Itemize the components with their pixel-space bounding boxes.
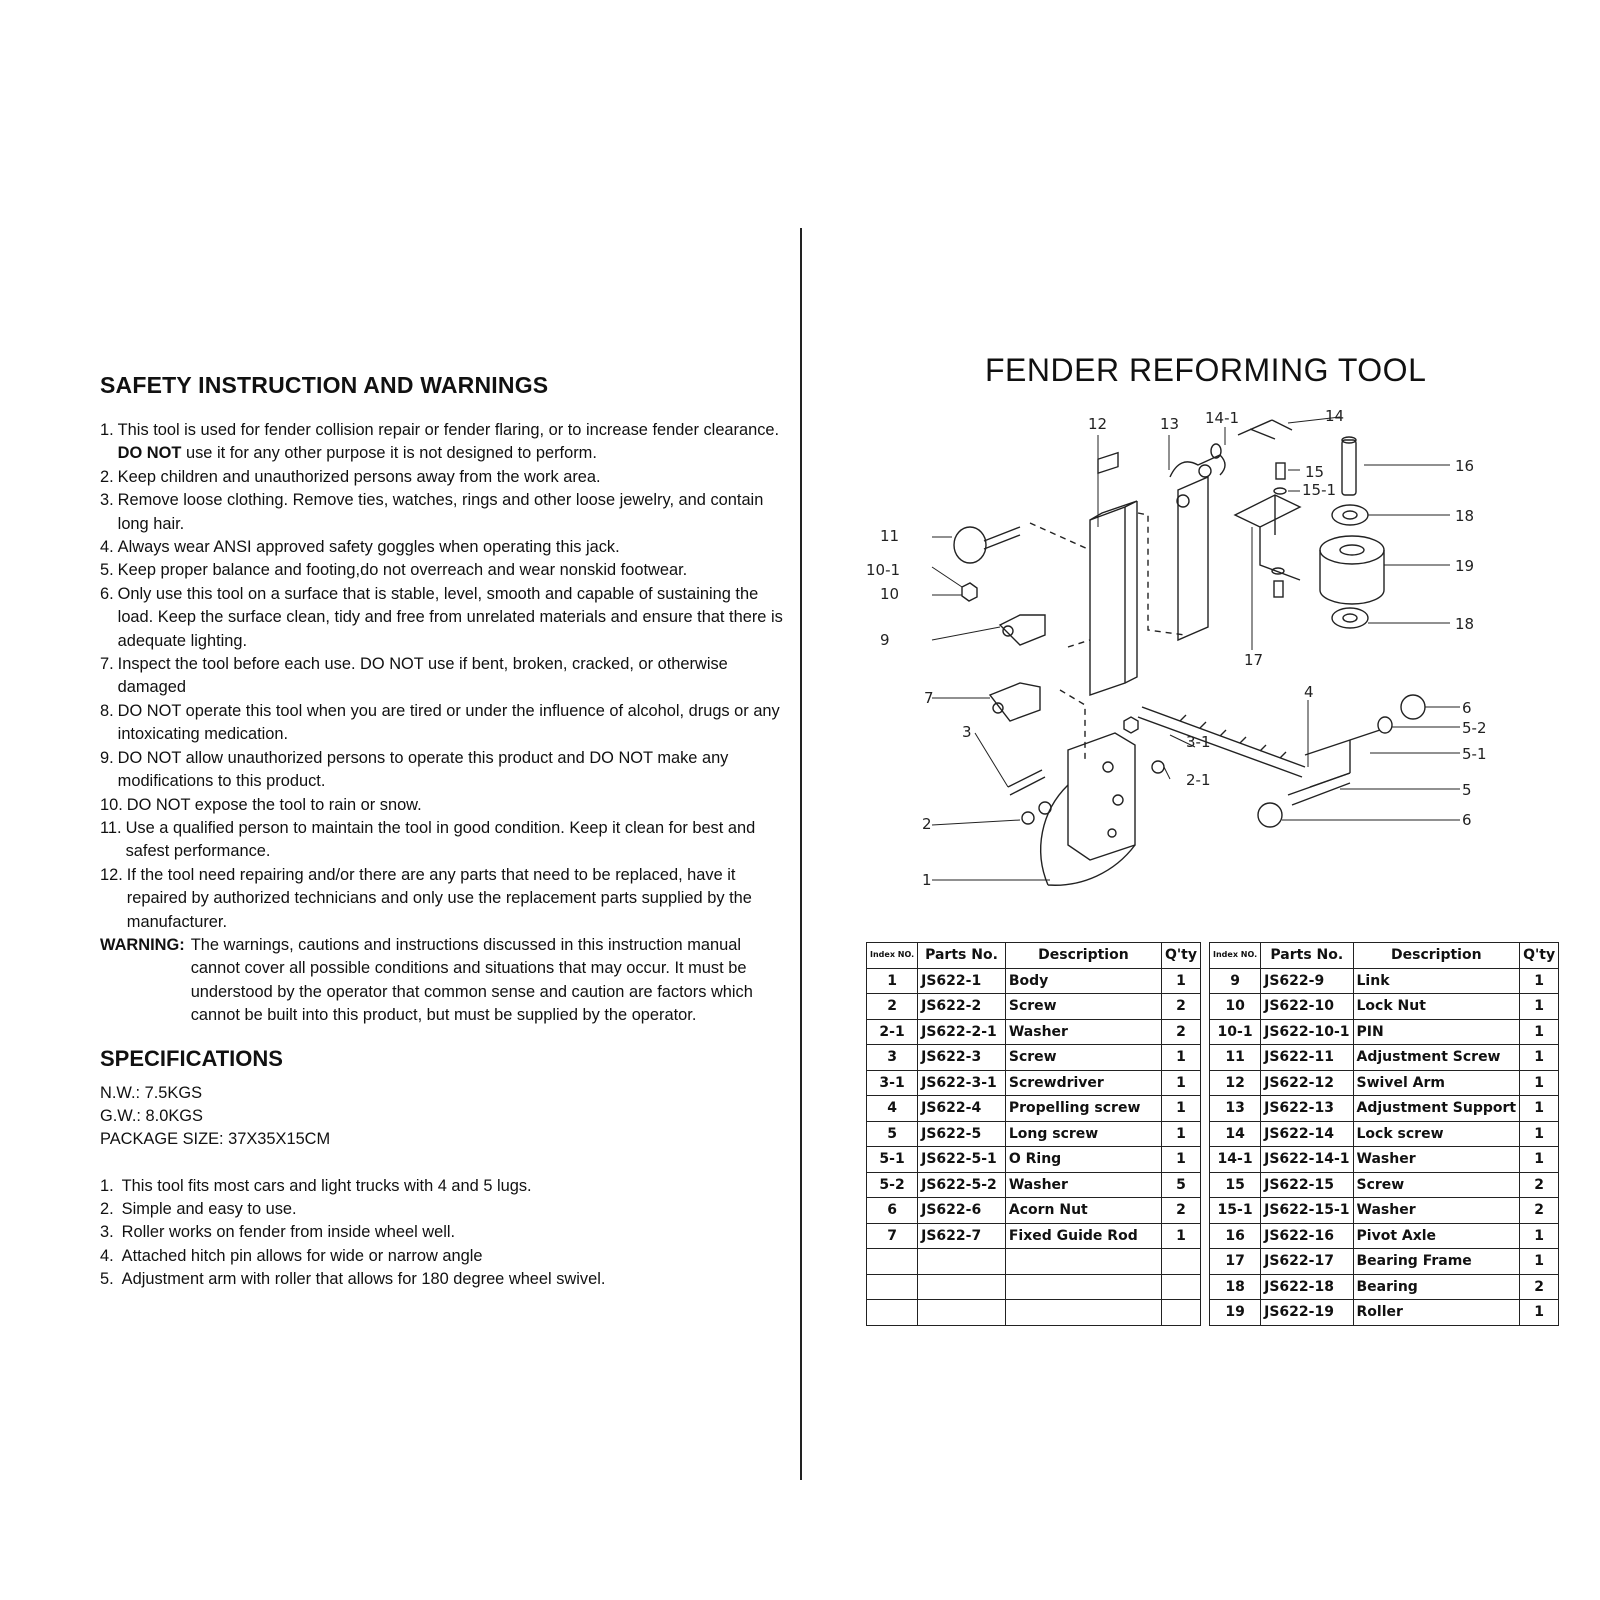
part-quantity: 2	[1161, 1019, 1200, 1045]
diagram-callout-label: 4	[1304, 683, 1314, 701]
part-index: 17	[1210, 1249, 1261, 1275]
warning-block	[100, 934, 790, 1028]
part-quantity: 1	[1520, 994, 1559, 1020]
safety-item-number: 9.	[100, 748, 114, 767]
part-number: JS622-3-1	[918, 1070, 1006, 1096]
diagram-callout-label: 18	[1455, 615, 1475, 633]
safety-item	[100, 747, 790, 794]
safety-item-text-part: DO NOT allow unauthorized persons to operate this product and DO NOT make any modifications to this product.	[117, 748, 729, 791]
body-plate-shape	[1068, 733, 1135, 860]
acorn-nut-shape	[1258, 803, 1282, 827]
parts-row	[1210, 1172, 1559, 1198]
part-number: JS622-1	[918, 968, 1006, 994]
parts-row	[1210, 1300, 1559, 1326]
diagram-callout-label: 14-1	[1205, 409, 1240, 427]
part-description: Roller	[1353, 1300, 1520, 1326]
safety-item-number: 2.	[100, 467, 114, 486]
part-number: JS622-15-1	[1261, 1198, 1353, 1224]
parts-row	[1210, 1096, 1559, 1122]
feature-text: Simple and easy to use.	[121, 1199, 297, 1218]
part-index: 3	[867, 1045, 918, 1071]
safety-item-text-part: This tool is used for fender collision repair or fender flaring, or to increase fender clearance.	[117, 421, 780, 439]
diagram-callout-label: 7	[924, 689, 934, 707]
part-index: 18	[1210, 1274, 1261, 1300]
parts-row	[867, 994, 1201, 1020]
part-quantity: 1	[1520, 1070, 1559, 1096]
safety-item	[100, 864, 790, 934]
product-title: FENDER REFORMING TOOL	[985, 352, 1427, 388]
spec-nw: N.W.: 7.5KGS	[100, 1083, 203, 1102]
part-quantity	[1161, 1300, 1200, 1326]
diagram-callout-label: 2	[922, 815, 932, 833]
parts-row	[1210, 1223, 1559, 1249]
part-quantity: 1	[1161, 1070, 1200, 1096]
diagram-labels	[866, 407, 1487, 889]
part-number: JS622-14-1	[1261, 1147, 1353, 1173]
parts-row	[867, 1147, 1201, 1173]
part-quantity: 1	[1520, 1019, 1559, 1045]
parts-row	[1210, 1121, 1559, 1147]
part-quantity: 1	[1161, 1223, 1200, 1249]
exploded-parts-diagram	[866, 407, 1540, 915]
header-index: Index NO.	[1210, 943, 1261, 969]
bearing-top-shape	[1332, 505, 1368, 525]
part-quantity	[1161, 1249, 1200, 1275]
part-description: Swivel Arm	[1353, 1070, 1520, 1096]
part-quantity: 1	[1520, 1147, 1559, 1173]
parts-row	[867, 1198, 1201, 1224]
feature-text: Adjustment arm with roller that allows for 180 degree wheel swivel.	[121, 1270, 606, 1289]
part-number: JS622-12	[1261, 1070, 1353, 1096]
specs-title: SPECIFICATIONS	[100, 1045, 283, 1071]
part-quantity: 2	[1520, 1172, 1559, 1198]
feature-number: 2.	[100, 1199, 114, 1218]
diagram-callout-label: 1	[922, 871, 932, 889]
part-index: 12	[1210, 1070, 1261, 1096]
part-description: Washer	[1005, 1172, 1161, 1198]
part-index: 10-1	[1210, 1019, 1261, 1045]
part-number: JS622-10	[1261, 994, 1353, 1020]
parts-row	[867, 1070, 1201, 1096]
diagram-callout-label: 5-1	[1462, 745, 1487, 763]
safety-item-text	[114, 583, 790, 653]
roller-shape	[1320, 536, 1384, 564]
parts-row	[1210, 968, 1559, 994]
safety-item-text-part: Inspect the tool before each use. DO NOT use if bent, broken, cracked, or otherwise damaged	[117, 655, 728, 697]
part-quantity: 1	[1520, 1096, 1559, 1122]
parts-row	[867, 1300, 1201, 1326]
safety-item-text-part: Use a qualified person to maintain the tool in good condition. Keep it clean for best and safest performance.	[125, 818, 756, 861]
safety-item-text	[114, 559, 790, 582]
part-description	[1005, 1300, 1161, 1326]
parts-table-right	[1209, 942, 1559, 1326]
part-number: JS622-19	[1261, 1300, 1353, 1326]
part-number: JS622-13	[1261, 1096, 1353, 1122]
part-number: JS622-2	[918, 994, 1006, 1020]
warning-label: WARNING:	[100, 935, 185, 954]
header-qty: Q'ty	[1520, 943, 1559, 969]
part-quantity: 1	[1520, 1249, 1559, 1275]
safety-list	[100, 419, 790, 934]
parts-row	[867, 1249, 1201, 1275]
part-index: 2	[867, 994, 918, 1020]
part-description: Lock screw	[1353, 1121, 1520, 1147]
safety-item	[100, 583, 790, 653]
part-quantity	[1161, 1274, 1200, 1300]
safety-item-text	[123, 794, 790, 817]
parts-row	[1210, 994, 1559, 1020]
part-number: JS622-3	[918, 1045, 1006, 1071]
part-description: Lock Nut	[1353, 994, 1520, 1020]
diagram-callout-label: 3-1	[1186, 733, 1211, 751]
pivot-axle-shape	[1342, 440, 1356, 495]
part-quantity: 5	[1161, 1172, 1200, 1198]
part-index: 6	[867, 1198, 918, 1224]
parts-row	[867, 1045, 1201, 1071]
safety-item-text-part: Always wear ANSI approved safety goggles when operating this jack.	[117, 538, 620, 557]
safety-item-text	[114, 419, 790, 466]
part-index: 19	[1210, 1300, 1261, 1326]
diagram-callout-label: 13	[1160, 415, 1180, 433]
safety-item-text	[114, 489, 790, 536]
part-index	[867, 1300, 918, 1326]
part-index: 3-1	[867, 1070, 918, 1096]
part-description: PIN	[1353, 1019, 1520, 1045]
safety-item-number: 4.	[100, 538, 114, 557]
part-description: Body	[1005, 968, 1161, 994]
parts-row	[867, 1019, 1201, 1045]
feature-text: Roller works on fender from inside wheel well.	[121, 1223, 456, 1242]
safety-item-text	[114, 536, 790, 559]
part-number	[918, 1274, 1006, 1300]
part-index: 5-2	[867, 1172, 918, 1198]
diagram-callout-label: 9	[880, 631, 890, 649]
safety-item	[100, 559, 790, 582]
part-description: Propelling screw	[1005, 1096, 1161, 1122]
safety-item-text-part: DO NOT expose the tool to rain or snow.	[126, 795, 422, 814]
header-parts-no: Parts No.	[918, 943, 1006, 969]
part-index: 9	[1210, 968, 1261, 994]
safety-item-number: 12.	[100, 865, 123, 884]
header-description: Description	[1005, 943, 1161, 969]
feature-text: This tool fits most cars and light trucks with 4 and 5 lugs.	[121, 1176, 532, 1195]
part-description: Washer	[1353, 1147, 1520, 1173]
diagram-callout-label: 5-2	[1462, 719, 1487, 737]
part-description: Screw	[1353, 1172, 1520, 1198]
diagram-callout-label: 19	[1455, 557, 1475, 575]
feature-number: 5.	[100, 1270, 114, 1289]
part-quantity: 1	[1520, 1300, 1559, 1326]
part-quantity: 1	[1520, 1121, 1559, 1147]
left-column	[100, 372, 790, 1292]
part-description: Pivot Axle	[1353, 1223, 1520, 1249]
parts-row	[867, 1223, 1201, 1249]
parts-row	[1210, 1070, 1559, 1096]
diagram-callout-label: 2-1	[1186, 771, 1211, 789]
safety-item-text-part: Remove loose clothing. Remove ties, watches, rings and other loose jewelry, and contain long hair.	[117, 491, 764, 533]
safety-item-text	[114, 700, 790, 747]
part-number	[918, 1249, 1006, 1275]
safety-item-number: 11.	[100, 818, 122, 837]
part-quantity: 1	[1520, 1045, 1559, 1071]
header-description: Description	[1353, 943, 1520, 969]
safety-item-number: 6.	[100, 584, 114, 603]
diagram-callout-label: 11	[880, 527, 900, 545]
part-number: JS622-6	[918, 1198, 1006, 1224]
parts-row	[1210, 1045, 1559, 1071]
diagram-callout-label: 15	[1305, 463, 1325, 481]
bearing-bottom-shape	[1332, 608, 1368, 628]
diagram-callout-label: 17	[1244, 651, 1264, 669]
part-index: 14	[1210, 1121, 1261, 1147]
part-number: JS622-11	[1261, 1045, 1353, 1071]
parts-row	[867, 968, 1201, 994]
part-number: JS622-18	[1261, 1274, 1353, 1300]
parts-row	[867, 1274, 1201, 1300]
features-list	[100, 1175, 790, 1292]
part-number: JS622-15	[1261, 1172, 1353, 1198]
bearing-frame-shape	[1235, 495, 1300, 580]
part-quantity: 2	[1520, 1198, 1559, 1224]
part-description: Screwdriver	[1005, 1070, 1161, 1096]
safety-item-text	[114, 466, 790, 489]
safety-item-text-part: Keep children and unauthorized persons away from the work area.	[117, 467, 601, 486]
part-quantity: 1	[1520, 1223, 1559, 1249]
part-description: Fixed Guide Rod	[1005, 1223, 1161, 1249]
part-description	[1005, 1274, 1161, 1300]
propelling-screw-shape	[1138, 707, 1305, 777]
part-index: 11	[1210, 1045, 1261, 1071]
parts-row	[867, 1121, 1201, 1147]
diagram-callout-label: 16	[1455, 457, 1475, 475]
part-index: 5-1	[867, 1147, 918, 1173]
safety-item-text	[123, 864, 790, 934]
parts-row	[867, 1172, 1201, 1198]
safety-item-text	[122, 817, 790, 864]
safety-item-number: 1.	[100, 421, 114, 439]
part-quantity: 1	[1161, 968, 1200, 994]
part-description: Screw	[1005, 994, 1161, 1020]
part-number: JS622-17	[1261, 1249, 1353, 1275]
safety-title: SAFETY INSTRUCTION AND WARNINGS	[100, 372, 549, 398]
parts-row	[1210, 1198, 1559, 1224]
safety-item-number: 7.	[100, 655, 114, 674]
column-divider	[800, 228, 802, 1480]
spec-gw: G.W.: 8.0KGS	[100, 1106, 203, 1125]
diagram-callout-label: 18	[1455, 507, 1475, 525]
parts-row	[1210, 1147, 1559, 1173]
diagram-callout-label: 10-1	[866, 561, 901, 579]
part-quantity: 2	[1520, 1274, 1559, 1300]
safety-item	[100, 536, 790, 559]
parts-row	[1210, 1274, 1559, 1300]
part-index: 1	[867, 968, 918, 994]
part-description: Bearing Frame	[1353, 1249, 1520, 1275]
parts-table-left	[866, 942, 1201, 1326]
part-number: JS622-5-1	[918, 1147, 1006, 1173]
part-index: 15-1	[1210, 1198, 1261, 1224]
safety-item-text-part: If the tool need repairing and/or there are any parts that need to be replaced, have it repaired by authorized technicians and only use the replacement parts supplied by the manufacturer.	[126, 865, 752, 931]
part-index: 15	[1210, 1172, 1261, 1198]
part-index: 7	[867, 1223, 918, 1249]
feature-number: 3.	[100, 1223, 114, 1242]
safety-item-text	[114, 653, 790, 700]
parts-row	[867, 1096, 1201, 1122]
feature-number: 1.	[100, 1176, 114, 1195]
diagram-callout-label: 6	[1462, 811, 1472, 829]
adjustment-support-shape	[1178, 477, 1208, 640]
part-quantity: 1	[1161, 1147, 1200, 1173]
safety-item-number: 5.	[100, 561, 114, 580]
part-description: Link	[1353, 968, 1520, 994]
part-description: Washer	[1353, 1198, 1520, 1224]
part-index: 5	[867, 1121, 918, 1147]
diagram-callout-label: 14	[1325, 407, 1345, 425]
diagram-callout-label: 3	[962, 723, 972, 741]
diagram-callout-label: 6	[1462, 699, 1472, 717]
part-number: JS622-7	[918, 1223, 1006, 1249]
part-quantity: 1	[1161, 1121, 1200, 1147]
part-index	[867, 1249, 918, 1275]
header-qty: Q'ty	[1161, 943, 1200, 969]
part-description: Adjustment Screw	[1353, 1045, 1520, 1071]
part-quantity: 1	[1520, 968, 1559, 994]
part-description: O Ring	[1005, 1147, 1161, 1173]
parts-row	[1210, 1249, 1559, 1275]
part-number: JS622-5-2	[918, 1172, 1006, 1198]
safety-item-emphasis: DO NOT	[117, 444, 182, 463]
safety-item-text	[114, 747, 790, 794]
part-index: 2-1	[867, 1019, 918, 1045]
feature-text: Attached hitch pin allows for wide or narrow angle	[121, 1246, 483, 1265]
parts-row	[1210, 1019, 1559, 1045]
part-number	[918, 1300, 1006, 1326]
safety-item-number: 3.	[100, 491, 114, 510]
part-number: JS622-16	[1261, 1223, 1353, 1249]
part-description: Acorn Nut	[1005, 1198, 1161, 1224]
part-index: 13	[1210, 1096, 1261, 1122]
diagram-callout-label: 10	[880, 585, 900, 603]
safety-item	[100, 466, 790, 489]
feature-item	[100, 1221, 790, 1244]
header-index: Index NO.	[867, 943, 918, 969]
part-index: 4	[867, 1096, 918, 1122]
safety-item	[100, 419, 790, 466]
part-description: Long screw	[1005, 1121, 1161, 1147]
part-quantity: 1	[1161, 1045, 1200, 1071]
adjustment-knob-shape	[954, 527, 986, 563]
part-index	[867, 1274, 918, 1300]
part-number: JS622-9	[1261, 968, 1353, 994]
part-number: JS622-14	[1261, 1121, 1353, 1147]
swivel-arm-shape	[1090, 507, 1125, 695]
diagram-callout-label: 12	[1088, 415, 1108, 433]
safety-item	[100, 653, 790, 700]
part-index: 16	[1210, 1223, 1261, 1249]
part-quantity: 2	[1161, 1198, 1200, 1224]
parts-table-header	[1210, 943, 1559, 969]
part-description: Bearing	[1353, 1274, 1520, 1300]
diagram-callout-label: 5	[1462, 781, 1472, 799]
feature-item	[100, 1198, 790, 1221]
part-number: JS622-2-1	[918, 1019, 1006, 1045]
safety-item-number: 10.	[100, 795, 123, 814]
safety-item-text-part: DO NOT operate this tool when you are tired or under the influence of alcohol, drugs or any intoxicating medication.	[117, 701, 780, 744]
part-quantity: 1	[1161, 1096, 1200, 1122]
part-number: JS622-5	[918, 1121, 1006, 1147]
safety-item-text-part: Only use this tool on a surface that is stable, level, smooth and capable of sustaining the load. Keep the surface clean, tidy and free from unrelated materials and ensure that there is adequate lighting.	[117, 584, 783, 650]
part-index: 10	[1210, 994, 1261, 1020]
safety-item	[100, 794, 790, 817]
part-index: 14-1	[1210, 1147, 1261, 1173]
diagram-callout-label: 15-1	[1302, 481, 1337, 499]
safety-item	[100, 700, 790, 747]
warning-text: The warnings, cautions and instructions discussed in this instruction manual cannot cover all possible conditions and situations that may occur. It must be understood by the operator that common sense and caution are factors which cannot be built into this product, but must be supplied by the operator.	[190, 935, 753, 1025]
part-description: Adjustment Support	[1353, 1096, 1520, 1122]
safety-item-text-part: Keep proper balance and footing,do not overreach and wear nonskid footwear.	[117, 561, 688, 580]
feature-item	[100, 1245, 790, 1268]
part-number: JS622-4	[918, 1096, 1006, 1122]
spec-package: PACKAGE SIZE: 37X35X15CM	[100, 1129, 331, 1148]
part-number: JS622-10-1	[1261, 1019, 1353, 1045]
feature-item	[100, 1268, 790, 1291]
feature-number: 4.	[100, 1246, 114, 1265]
part-description: Washer	[1005, 1019, 1161, 1045]
safety-item	[100, 817, 790, 864]
part-description	[1005, 1249, 1161, 1275]
safety-item-text-part: use it for any other purpose it is not designed to perform.	[181, 444, 597, 463]
safety-item-number: 8.	[100, 701, 114, 720]
feature-item	[100, 1175, 790, 1198]
part-quantity: 2	[1161, 994, 1200, 1020]
header-parts-no: Parts No.	[1261, 943, 1353, 969]
parts-table-header	[867, 943, 1201, 969]
safety-item	[100, 489, 790, 536]
part-description: Screw	[1005, 1045, 1161, 1071]
